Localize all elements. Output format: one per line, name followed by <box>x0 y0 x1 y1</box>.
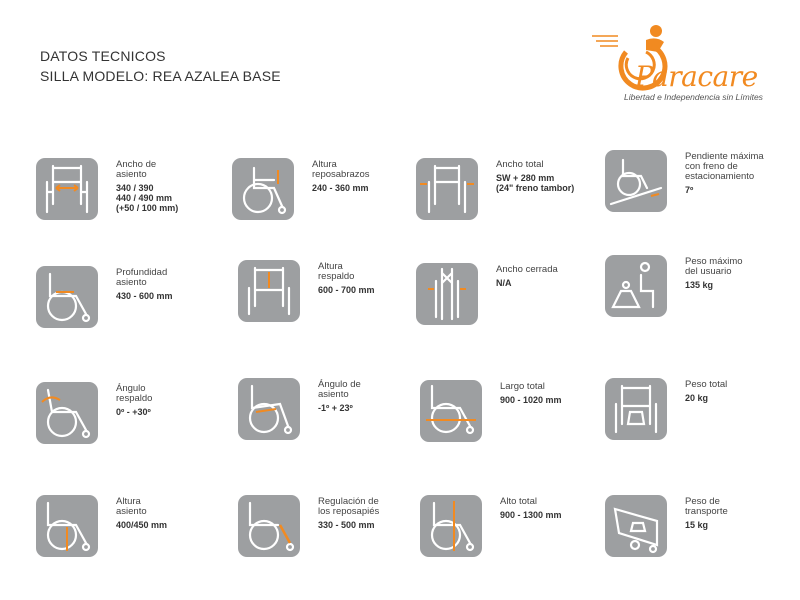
title-line-1: DATOS TECNICOS <box>40 48 166 64</box>
spec-value: 135 kg <box>685 280 714 290</box>
spec-footrest-adjust <box>238 495 428 575</box>
spec-label: Altura asiento <box>116 496 147 517</box>
spec-max-user-weight <box>605 255 795 335</box>
spec-label: Altura respaldo <box>318 261 355 282</box>
spec-total-length <box>420 380 610 460</box>
spec-transport-weight <box>605 495 795 575</box>
backrest-angle-icon <box>36 382 98 444</box>
spec-label: Ancho total <box>496 159 544 170</box>
seat-depth-icon <box>36 266 98 328</box>
slope-icon <box>605 150 667 212</box>
spec-folded-width <box>416 263 606 343</box>
spec-label: Regulación de los reposapiés <box>318 496 380 517</box>
spec-label: Largo total <box>500 381 545 392</box>
total-weight-icon <box>605 378 667 440</box>
spec-value: 0º - +30º <box>116 407 151 417</box>
spec-label: Altura reposabrazos <box>312 159 370 180</box>
paracare-logo <box>588 22 778 100</box>
spec-value: -1º + 23º <box>318 403 353 413</box>
logo-tagline: Libertad e Independencia sin Límites <box>624 92 763 102</box>
title-line-2: SILLA MODELO: REA AZALEA BASE <box>40 68 281 84</box>
backrest-height-icon <box>238 260 300 322</box>
spec-label: Pendiente máxima con freno de estacionamiento <box>685 151 764 182</box>
spec-value: 7º <box>685 185 694 195</box>
spec-label: Ángulo de asiento <box>318 379 361 400</box>
header <box>40 46 281 86</box>
total-height-icon <box>420 495 482 557</box>
spec-max-slope <box>605 150 795 230</box>
logo-wordmark: Paracare <box>635 60 758 93</box>
spec-value: 900 - 1300 mm <box>500 510 562 520</box>
spec-value: SW + 280 mm (24" freno tambor) <box>496 173 575 193</box>
spec-label: Ángulo respaldo <box>116 383 153 404</box>
spec-value: N/A <box>496 278 512 288</box>
spec-label: Alto total <box>500 496 537 507</box>
spec-label: Ancho de asiento <box>116 159 157 180</box>
seat-angle-icon <box>238 378 300 440</box>
spec-value: 600 - 700 mm <box>318 285 375 295</box>
spec-label: Peso total <box>685 379 728 390</box>
spec-value: 900 - 1020 mm <box>500 395 562 405</box>
spec-backrest-angle <box>36 382 226 462</box>
spec-label: Profundidad asiento <box>116 267 168 288</box>
spec-backrest-height <box>238 260 428 340</box>
spec-value: 330 - 500 mm <box>318 520 375 530</box>
spec-seat-width <box>36 158 226 238</box>
spec-total-weight <box>605 378 795 458</box>
armrest-height-icon <box>232 158 294 220</box>
seat-height-icon <box>36 495 98 557</box>
user-weight-icon <box>605 255 667 317</box>
spec-value: 240 - 360 mm <box>312 183 369 193</box>
transport-weight-icon <box>605 495 667 557</box>
spec-value: 430 - 600 mm <box>116 291 173 301</box>
spec-total-width <box>416 158 606 238</box>
spec-armrest-height <box>232 158 422 238</box>
spec-seat-height <box>36 495 226 575</box>
spec-value: 340 / 390 440 / 490 mm (+50 / 100 mm) <box>116 183 179 213</box>
folded-width-icon <box>416 263 478 325</box>
spec-value: 20 kg <box>685 393 709 403</box>
spec-seat-angle <box>238 378 428 458</box>
spec-label: Ancho cerrada <box>496 264 558 275</box>
spec-value: 400/450 mm <box>116 520 168 530</box>
total-length-icon <box>420 380 482 442</box>
spec-value: 15 kg <box>685 520 709 530</box>
total-width-icon <box>416 158 478 220</box>
front-width-icon <box>36 158 98 220</box>
spec-label: Peso máximo del usuario <box>685 256 743 277</box>
footrest-adjust-icon <box>238 495 300 557</box>
spec-label: Peso de transporte <box>685 496 728 517</box>
spec-total-height <box>420 495 610 575</box>
spec-seat-depth <box>36 266 226 346</box>
